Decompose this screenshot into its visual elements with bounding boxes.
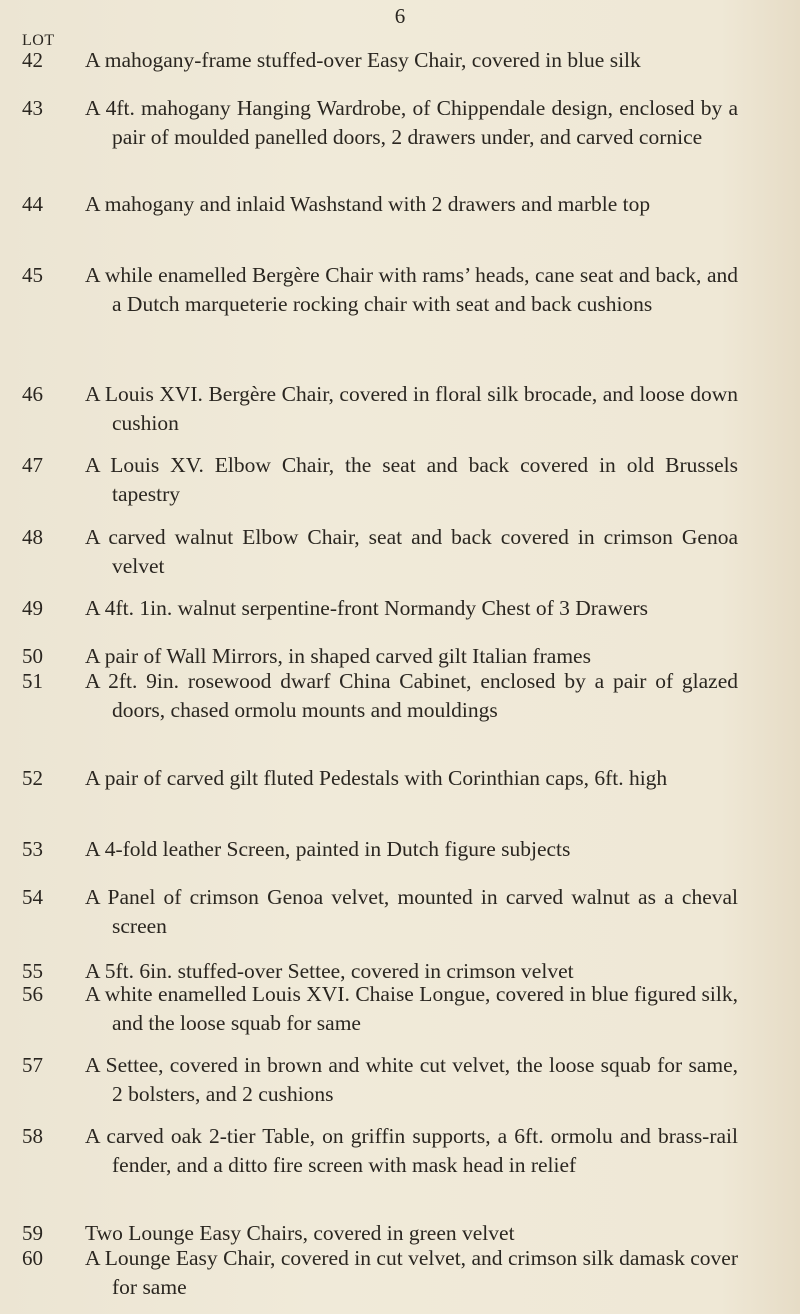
lot-number: 60 [22,1246,43,1270]
lot-description: A carved walnut Elbow Chair, seat and back covered in crimson Genoa velvet [85,525,738,578]
lot-description: A 4ft. mahogany Hanging Wardrobe, of Chippendale design, enclosed by a pair of moulded panelled doors, 2 drawers under, and carved cornice [85,96,738,149]
lot-description: A mahogany and inlaid Washstand with 2 drawers and marble top [85,192,651,216]
lot-description: A white enamelled Louis XVI. Chaise Longue, covered in blue figured silk, and the loose squab for same [85,982,738,1035]
lot-description: A Lounge Easy Chair, covered in cut velvet, and crimson silk damask cover for same [85,1246,738,1299]
lot-number: 49 [22,596,43,620]
lot-description: A pair of carved gilt fluted Pedestals with Corinthian caps, 6ft. high [85,766,668,790]
lot-number: 45 [22,263,43,287]
lot-number: 46 [22,382,43,406]
lot-description: Two Lounge Easy Chairs, covered in green velvet [85,1221,515,1245]
lot-column-header: LOT [22,32,55,49]
lot-number: 44 [22,192,43,216]
lot-description: A 5ft. 6in. stuffed-over Settee, covered in crimson velvet [85,959,574,983]
lot-number: 50 [22,644,43,668]
lot-number: 57 [22,1053,43,1077]
lot-description: A carved oak 2-tier Table, on griffin supports, a 6ft. ormolu and brass-rail fender, and a ditto fire screen with mask head in relief [85,1124,738,1177]
lot-number: 47 [22,453,43,477]
page-number: 6 [394,4,406,28]
lot-description: A 2ft. 9in. rosewood dwarf China Cabinet, enclosed by a pair of glazed doors, chased ormolu mounts and mouldings [85,669,738,722]
lot-description: A 4-fold leather Screen, painted in Dutch figure subjects [85,837,571,861]
lot-description: A mahogany-frame stuffed-over Easy Chair, covered in blue silk [85,48,641,72]
lot-number: 56 [22,982,43,1006]
lot-number: 43 [22,96,43,120]
lot-description: A while enamelled Bergère Chair with rams’ heads, cane seat and back, and a Dutch marqueterie rocking chair with seat and back cushions [85,263,738,316]
lot-number: 53 [22,837,43,861]
lot-description: A 4ft. 1in. walnut serpentine-front Normandy Chest of 3 Drawers [85,596,649,620]
lot-description: A Louis XVI. Bergère Chair, covered in floral silk brocade, and loose down cushion [85,382,738,435]
lot-number: 51 [22,669,43,693]
lot-number: 54 [22,885,43,909]
lot-number: 55 [22,959,43,983]
lot-description: A Panel of crimson Genoa velvet, mounted in carved walnut as a cheval screen [85,885,738,938]
lot-description: A Louis XV. Elbow Chair, the seat and back covered in old Brussels tapestry [85,453,738,506]
lot-number: 58 [22,1124,43,1148]
lot-number: 59 [22,1221,43,1245]
lot-description: A pair of Wall Mirrors, in shaped carved gilt Italian frames [85,644,591,668]
lot-number: 42 [22,48,43,72]
lot-description: A Settee, covered in brown and white cut velvet, the loose squab for same, 2 bolsters, and 2 cushions [85,1053,738,1106]
lot-number: 52 [22,766,43,790]
lot-number: 48 [22,525,43,549]
